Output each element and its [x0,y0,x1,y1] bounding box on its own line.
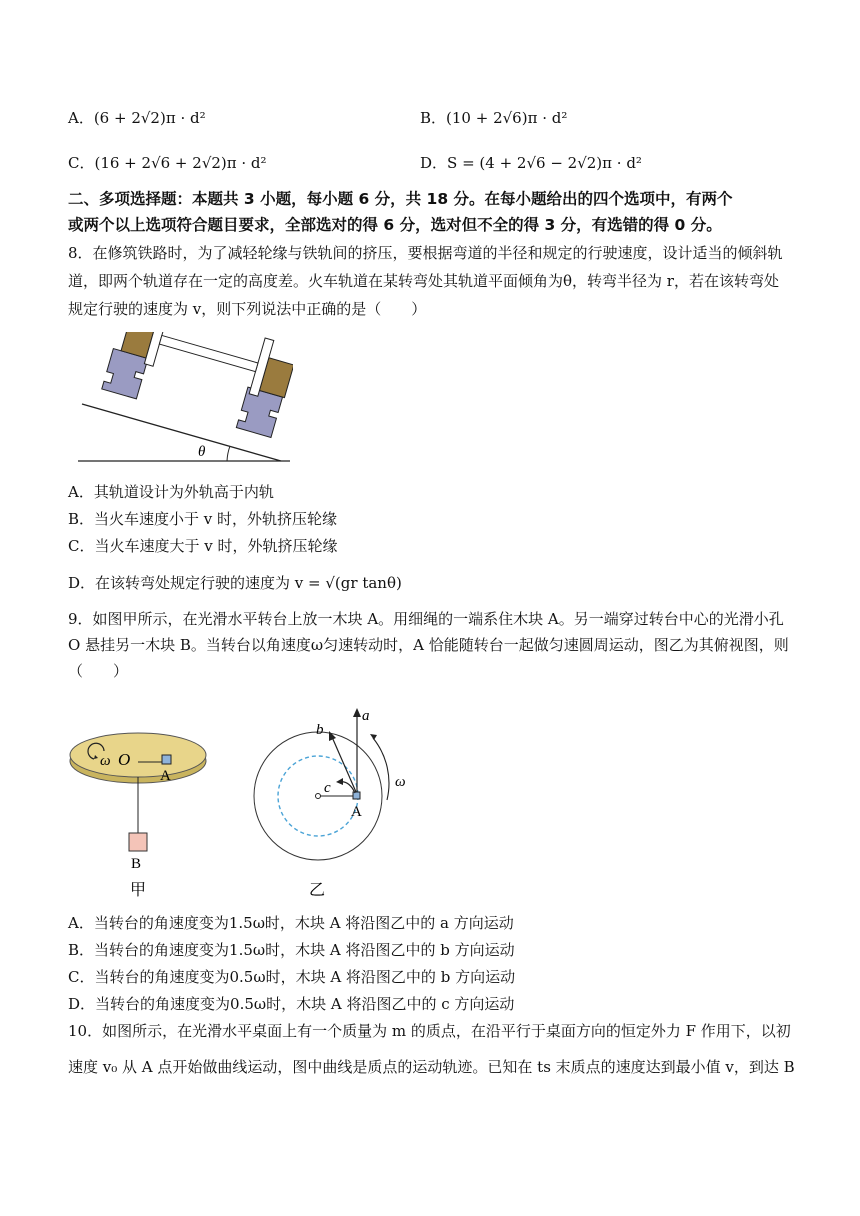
q8-rail-figure [78,332,293,467]
q9-figure-jia [68,715,258,900]
jia-b-label: B [131,856,142,872]
yi-arrow-c-label: c [324,780,331,796]
yi-caption: 乙 [309,882,326,899]
q9-option-a: A．当转台的角速度变为1.5ω时，木块 A 将沿图乙中的 a 方向运动 [68,914,514,932]
q8-theta-label: θ [198,444,206,460]
q9-figure-yi [245,700,415,900]
q8-option-d: D．在该转弯处规定行驶的速度为 v = √(gr tanθ) [68,574,402,592]
q7-option-b: B．(10 + 2√6)π · d² [420,109,568,127]
q10-text-line2: 速度 v₀ 从 A 点开始做曲线运动，图中曲线是质点的运动轨迹。已知在 ts 末质点的速度达到最小值 v，到达 B [68,1058,795,1076]
jia-omega-label: ω [100,753,111,769]
yi-arrow-b-label: b [316,722,324,738]
q8-text-line2: 道，即两个轨道存在一定的高度差。火车轨道在某转弯处其轨道平面倾角为θ，转弯半径为 r，若在该转弯处 [68,272,779,290]
q8-option-c: C．当火车速度大于 v 时，外轨挤压轮缘 [68,537,338,555]
q7-option-c: C．(16 + 2√6 + 2√2)π · d² [68,154,267,172]
jia-caption: 甲 [130,882,147,899]
jia-o-label: O [118,750,131,769]
q8-option-b: B．当火车速度小于 v 时，外轨挤压轮缘 [68,510,338,528]
yi-omega-label: ω [395,774,406,790]
yi-a-point-label: A [351,804,362,820]
q9-text-line1: 9．如图甲所示，在光滑水平转台上放一木块 A。用细绳的一端系住木块 A。另一端穿过转台中心的光滑小孔 [68,610,784,628]
q8-text-line3: 规定行驶的速度为 v，则下列说法中正确的是（ ） [68,300,427,318]
q9-option-d: D．当转台的角速度变为0.5ω时，木块 A 将沿图乙中的 c 方向运动 [68,995,515,1013]
section-heading-line2: 或两个以上选项符合题目要求，全部选对的得 6 分，选对但不全的得 3 分，有选错的得 0 分。 [68,216,722,234]
q9-text-line2: O 悬挂另一木块 B。当转台以角速度ω匀速转动时，A 恰能随转台一起做匀速圆周运动，图乙为其俯视图，则 [68,636,789,654]
q7-option-a: A．(6 + 2√2)π · d² [68,109,206,127]
q8-option-a: A．其轨道设计为外轨高于内轨 [68,483,274,501]
jia-a-label: A [160,768,171,784]
q9-option-b: B．当转台的角速度变为1.5ω时，木块 A 将沿图乙中的 b 方向运动 [68,941,515,959]
q9-text-line3: （ ） [68,662,129,680]
q7-option-d: D．S = (4 + 2√6 − 2√2)π · d² [420,154,642,172]
section-heading-line1: 二、多项选择题：本题共 3 小题，每小题 6 分，共 18 分。在每小题给出的四个选项中，有两个 [68,190,733,208]
q9-option-c: C．当转台的角速度变为0.5ω时，木块 A 将沿图乙中的 b 方向运动 [68,968,516,986]
q10-text-line1: 10．如图所示，在光滑水平桌面上有一个质量为 m 的质点，在沿平行于桌面方向的恒定外力 F 作用下，以初 [68,1022,791,1040]
q8-text-line1: 8．在修筑铁路时，为了减轻轮缘与铁轨间的挤压，要根据弯道的半径和规定的行驶速度，设计适当的倾斜轨 [68,244,783,262]
yi-arrow-a-label: a [362,708,370,724]
